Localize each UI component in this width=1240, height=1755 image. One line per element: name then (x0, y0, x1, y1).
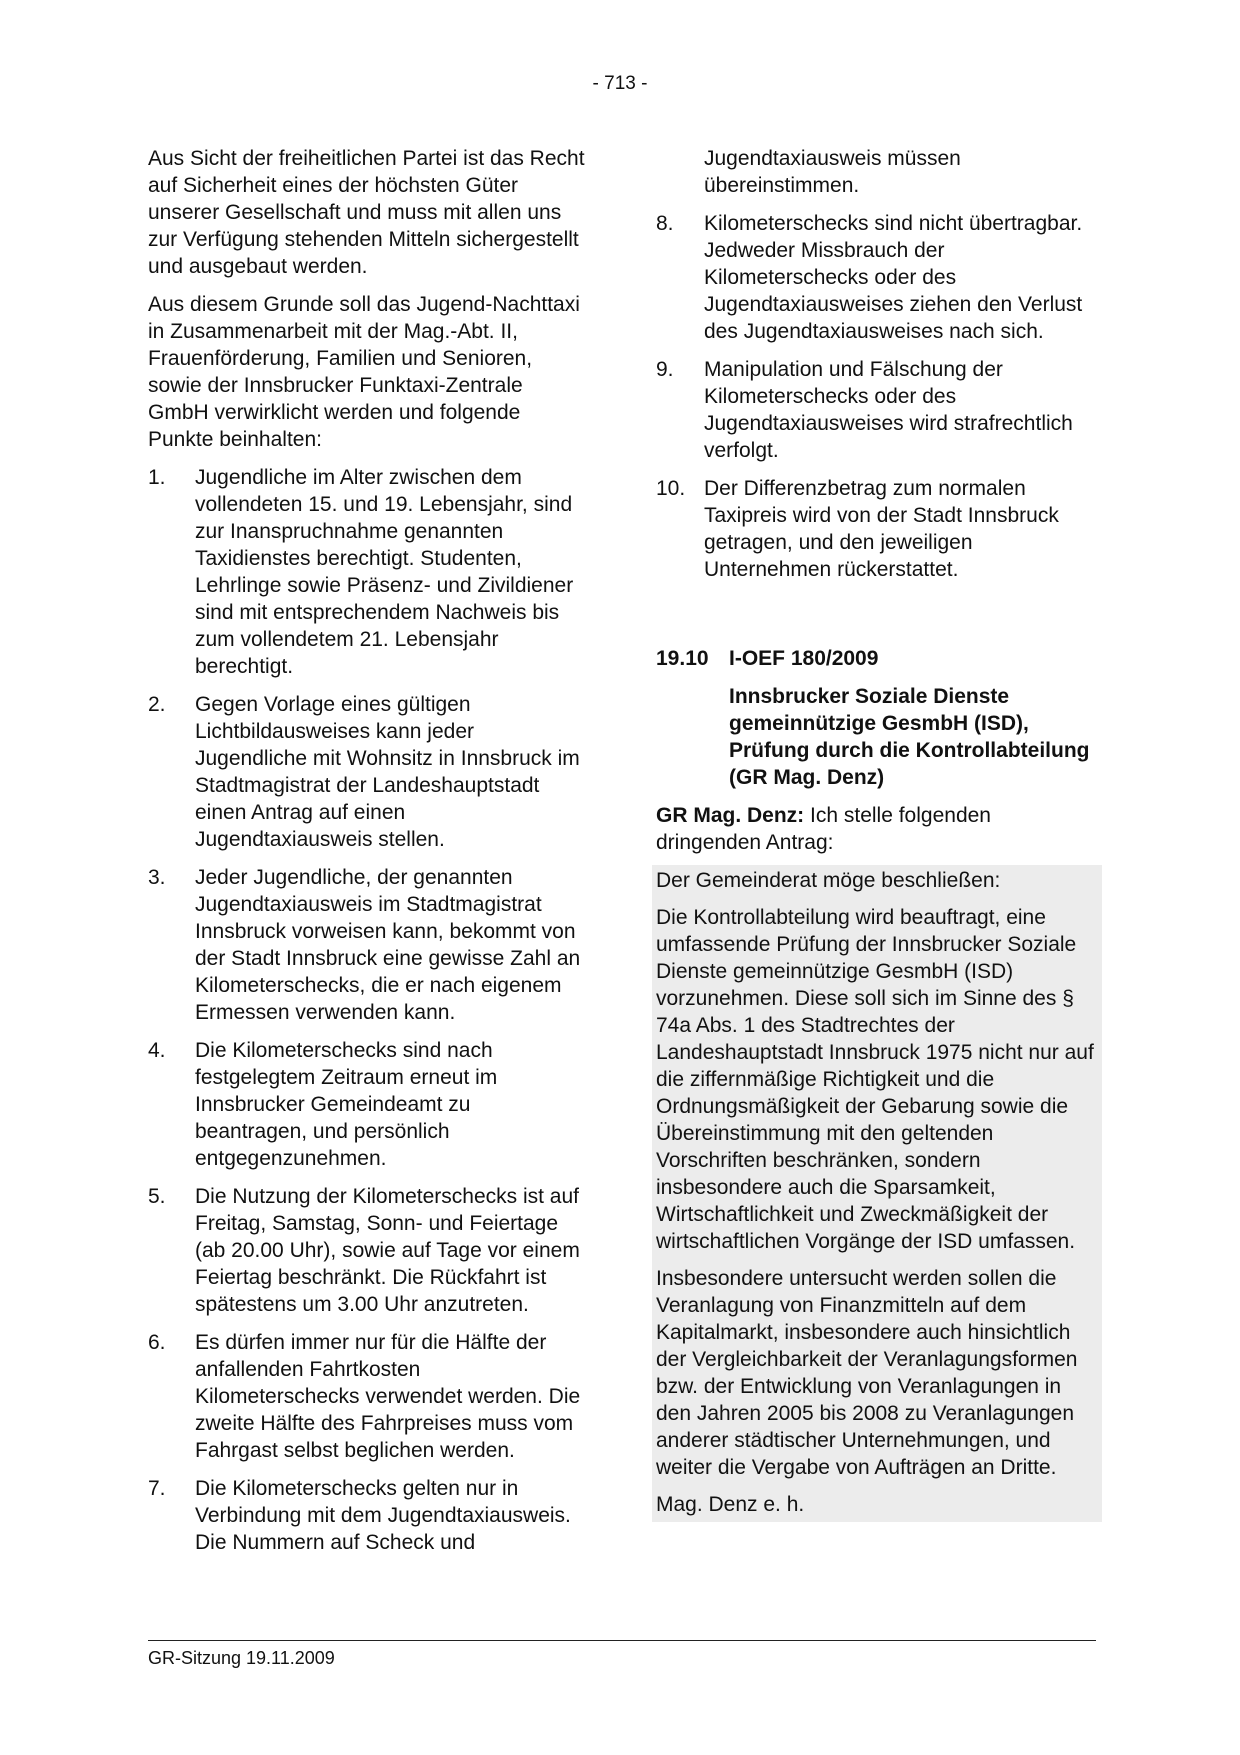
list-text: Kilometerschecks sind nicht übertragbar. Jedweder Missbrauch der Kilometerschecks oder des Jugendtaxiausweises ziehen den Verlust des Jugendtaxiausweises nach sich. (704, 212, 1083, 343)
section-code: I-OEF 180/2009 (729, 647, 879, 670)
list-text: Die Kilometerschecks sind nach festgelegtem Zeitraum erneut im Innsbrucker Gemeindeamt zu beantragen, und persönlich entgegenzunehmen. (195, 1039, 498, 1170)
list-item (148, 1329, 588, 1464)
footer-session-date: GR-Sitzung 19.11.2009 (148, 1648, 335, 1668)
list-item (148, 1475, 588, 1556)
list-text: Jeder Jugendliche, der genannten Jugendtaxiausweis im Stadtmagistrat Innsbruck vorweisen kann, bekommt von der Stadt Innsbruck eine gewisse Zahl an Kilometerschecks, die er nach eigenem Ermessen verwenden kann. (195, 866, 581, 1024)
list-continuation: Jugendtaxiausweis müssen übereinstimmen. (704, 147, 961, 197)
footer-divider (148, 1640, 1096, 1641)
list-item (656, 210, 1100, 345)
list-item (148, 864, 588, 1026)
list-item (148, 1183, 588, 1318)
section-title: Innsbrucker Soziale Dienste gemeinnützige GesmbH (ISD), Prüfung durch die Kontrollabteilung (GR Mag. Denz) (729, 685, 1090, 789)
list-text: Manipulation und Fälschung der Kilometerschecks oder des Jugendtaxiausweises wird strafrechtlich verfolgt. (704, 358, 1073, 462)
motion-signature: Mag. Denz e. h. (656, 1493, 805, 1516)
list-item (148, 1037, 588, 1172)
motion-paragraph: Insbesondere untersucht werden sollen die Veranlagung von Finanzmitteln auf dem Kapitalmarkt, insbesondere auch hinsichtlich der Vergleichbarkeit der Veranlagungsformen bzw. der Entwicklung von Veranlagungen in den Jahren 2005 bis 2008 zu Veranlagungen anderer städtischer Unternehmungen, und weiter die Vergabe von Aufträgen an Dritte. (656, 1267, 1078, 1479)
speaker-name: GR Mag. Denz: (656, 804, 805, 827)
list-text: Der Differenzbetrag zum normalen Taxipreis wird von der Stadt Innsbruck getragen, und den jeweiligen Unternehmen rückerstattet. (704, 477, 1059, 581)
left-column (148, 145, 588, 1567)
list-number: 1. (148, 466, 166, 489)
speaker-text: Ich stelle folgenden dringenden Antrag: (656, 804, 991, 854)
list-number: 9. (656, 358, 674, 381)
list-text: Gegen Vorlage eines gültigen Lichtbildausweises kann jeder Jugendliche mit Wohnsitz in Innsbruck im Stadtmagistrat der Landeshauptstadt einen Antrag auf einen Jugendtaxiausweis stellen. (195, 693, 580, 851)
list-text: Die Kilometerschecks gelten nur in Verbindung mit dem Jugendtaxiausweis. Die Nummern auf Scheck und (195, 1477, 571, 1554)
list-number: 8. (656, 212, 674, 235)
motion-text-box (652, 865, 1102, 1522)
speaker-statement (656, 802, 1100, 856)
list-number: 6. (148, 1331, 166, 1354)
list-number: 3. (148, 866, 166, 889)
section-heading (656, 645, 1100, 672)
list-number: 2. (148, 693, 166, 716)
list-text: Die Nutzung der Kilometerschecks ist auf Freitag, Samstag, Sonn- und Feiertage (ab 20.00 Uhr), sowie auf Tage vor einem Feiertag beschränkt. Die Rückfahrt ist spätestens um 3.00 Uhr anzutreten. (195, 1185, 580, 1316)
list-item (656, 356, 1100, 464)
list-item (148, 691, 588, 853)
page-number: - 713 - (592, 73, 648, 94)
list-item (656, 475, 1100, 583)
list-item (148, 464, 588, 680)
motion-paragraph: Der Gemeinderat möge beschließen: (656, 869, 1001, 892)
right-column (656, 145, 1100, 1522)
list-number: 5. (148, 1185, 166, 1208)
section-number: 19.10 (656, 647, 709, 670)
intro-paragraph: Aus Sicht der freiheitlichen Partei ist das Recht auf Sicherheit eines der höchsten Güter unserer Gesellschaft und muss mit allen uns zur Verfügung stehenden Mitteln sichergestellt und ausgebaut werden. (148, 147, 585, 278)
list-text: Es dürfen immer nur für die Hälfte der anfallenden Fahrtkosten Kilometerschecks verwendet werden. Die zweite Hälfte des Fahrpreises muss vom Fahrgast selbst beglichen werden. (195, 1331, 581, 1462)
list-number: 7. (148, 1477, 166, 1500)
list-text: Jugendliche im Alter zwischen dem vollendeten 15. und 19. Lebensjahr, sind zur Inanspruchnahme genannten Taxidienstes berechtigt. Studenten, Lehrlinge sowie Präsenz- und Zivildiener sind mit entsprechendem Nachweis bis zum vollendetem 21. Lebensjahr berechtigt. (195, 466, 574, 678)
list-number: 4. (148, 1039, 166, 1062)
intro-paragraph: Aus diesem Grunde soll das Jugend-Nachttaxi in Zusammenarbeit mit der Mag.-Abt. II, Frauenförderung, Familien und Senioren, sowie der Innsbrucker Funktaxi-Zentrale GmbH verwirklicht werden und folgende Punkte beinhalten: (148, 293, 580, 451)
list-number: 10. (656, 477, 686, 500)
motion-paragraph: Die Kontrollabteilung wird beauftragt, eine umfassende Prüfung der Innsbrucker Soziale Dienste gemeinnützige GesmbH (ISD) vorzunehmen. Diese soll sich im Sinne des § 74a Abs. 1 des Stadtrechtes der Landeshauptstadt Innsbruck 1975 nicht nur auf die ziffernmäßige Richtigkeit und die Ordnungsmäßigkeit der Gebarung sowie die Übereinstimmung mit den geltenden Vorschriften beschränken, sondern insbesondere auch die Sparsamkeit, Wirtschaftlichkeit und Zweckmäßigkeit der wirtschaftlichen Vorgänge der ISD umfassen. (656, 906, 1094, 1253)
